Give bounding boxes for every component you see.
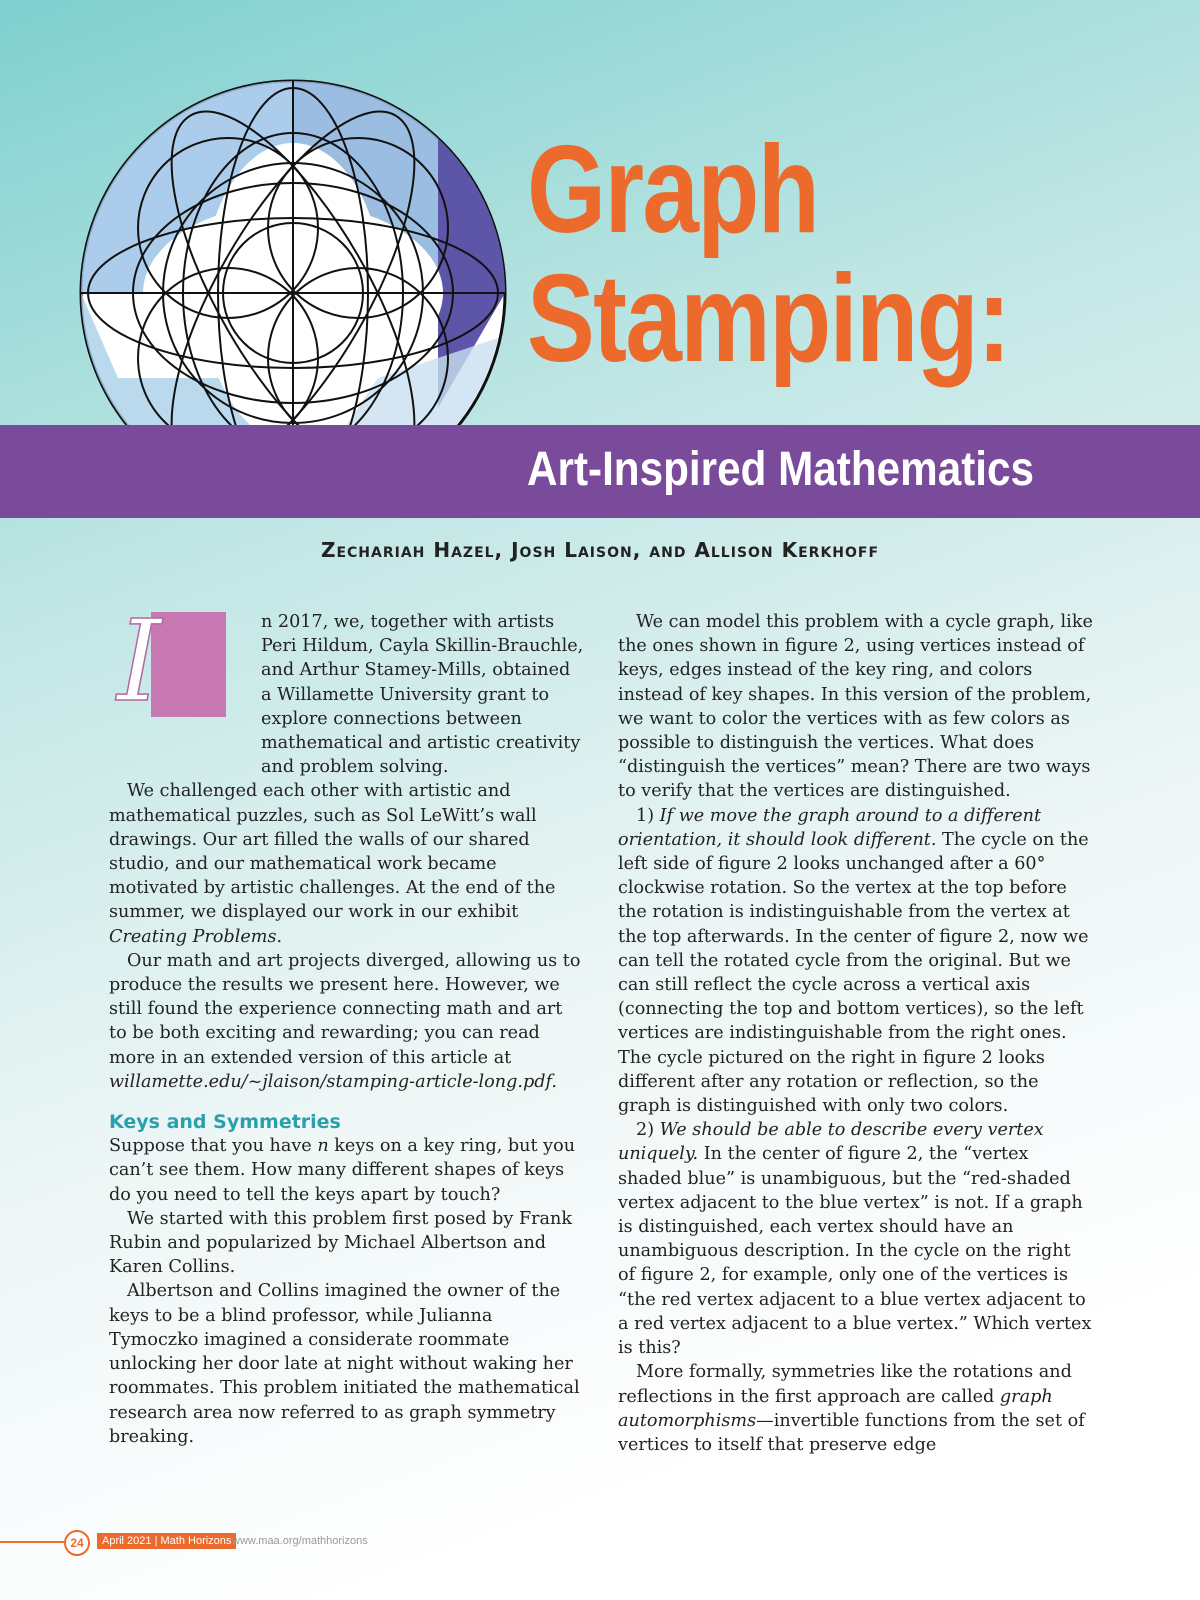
list-number: 1): [636, 805, 660, 826]
paragraph-text: We challenged each other with artistic and mathematical puzzles, such as Sol LeWitt’s wall drawings. Our art filled the walls of our shared studio, and our mathematical work became motivated by artistic challenges. At the end of the summer, we displayed our work in our exhibit: [109, 781, 556, 923]
paragraph-text: Suppose that you have: [109, 1136, 318, 1157]
title-line-1: Graph: [527, 121, 819, 259]
footer-rule: [0, 1541, 64, 1543]
section-heading: Keys and Symmetries: [109, 1111, 341, 1134]
emphasis: We should be able to describe every vertex uniquely.: [618, 1120, 1044, 1165]
paragraph: [109, 1134, 584, 1207]
paragraph-text: Our math and art projects diverged, allowing us to produce the results we present here. However, we still found the experience connecting math and art to be both exciting and rewarding; you can read more in an extended version of this article at: [109, 950, 581, 1068]
paragraph: [109, 949, 584, 1094]
left-column: [109, 610, 584, 1449]
subtitle: Art-Inspired Mathematics: [527, 443, 1034, 496]
list-number: 2): [636, 1120, 660, 1141]
paragraph-text: In the center of figure 2, the “vertex shaded blue” is unambiguous, but the “red-shaded vertex adjacent to the blue vertex” is not. If a graph is distinguished, each vertex should have an unambiguous description. In the cycle on the right of figure 2, for example, only one of the vertices is “the red vertex adjacent to a blue vertex adjacent to a red vertex adjacent to a blue vertex.” Which vertex is this?: [618, 1144, 1092, 1359]
paragraph: [109, 610, 584, 779]
paragraph-text: .: [276, 926, 283, 947]
paragraph-text: The cycle on the left side of figure 2 looks unchanged after a 60° clockwise rotation. So the vertex at the top before the rotation is indistinguishable from the vertex at the top afterwards. In the center of figure 2, now we can tell the rotated cycle from the original. But we can still reflect the cycle across a vertical axis (connecting the top and bottom vertices), so the left vertices are indistinguishable from the right ones. The cycle pictured on the right in figure 2 looks different after any rotation or reflection, so the graph is distinguished with only two colors.: [618, 829, 1089, 1117]
paragraph-text: More formally, symmetries like the rotations and reflections in the first approach are called: [618, 1362, 1072, 1407]
paragraph: Albertson and Collins imagined the owner of the keys to be a blind professor, while Julianna Tymoczko imagined a considerate roommate unlocking her door late at night without waking her roommates. This problem initiated the mathematical research area now referred to as graph symmetry breaking.: [109, 1281, 580, 1447]
website-link[interactable]: www.maa.org/mathhorizons: [232, 1535, 368, 1547]
paragraph: [618, 804, 1093, 1119]
author-line: Zechariah Hazel, Josh Laison, and Allison Kerkhoff: [320, 538, 880, 562]
paragraph: [618, 1360, 1093, 1457]
article-link[interactable]: willamette.edu/~jlaison/stamping-article-long.pdf.: [109, 1071, 557, 1092]
variable: n: [317, 1136, 329, 1157]
page-footer: [0, 1530, 1200, 1554]
drop-cap-letter: I: [117, 612, 162, 717]
paragraph: We started with this problem first posed by Frank Rubin and popularized by Michael Albertson and Karen Collins.: [109, 1208, 573, 1278]
paragraph-text: —invertible functions from the set of vertices to itself that preserve edge: [618, 1410, 1085, 1455]
exhibit-title: Creating Problems: [109, 926, 277, 947]
paragraph: [618, 1118, 1093, 1360]
paragraph-text: keys on a key ring, but you can’t see them. How many different shapes of keys do you need to tell the keys apart by touch?: [109, 1136, 576, 1205]
emphasis: If we move the graph around to a different orientation, it should look different.: [618, 805, 1042, 850]
page-number: 24: [64, 1530, 90, 1556]
issue-label: April 2021 | Math Horizons: [97, 1533, 236, 1549]
paragraph: [109, 779, 584, 948]
paragraph-text: n 2017, we, together with artists Peri Hildum, Cayla Skillin-Brauchle, and Arthur Stamey-Mills, obtained a Willamette University grant to explore connections between mathematical and artistic creativity and problem solving.: [261, 612, 584, 778]
title-line-2: Stamping:: [527, 250, 1010, 388]
right-column: [618, 610, 1093, 1457]
term: graph automorphisms: [618, 1386, 1053, 1431]
paragraph: We can model this problem with a cycle graph, like the ones shown in figure 2, using vertices instead of keys, edges instead of the key ring, and colors instead of key shapes. In this version of the problem, we want to color the vertices with as few colors as possible to distinguish the vertices. What does “distinguish the vertices” mean? There are two ways to verify that the vertices are distinguished.: [618, 612, 1093, 802]
